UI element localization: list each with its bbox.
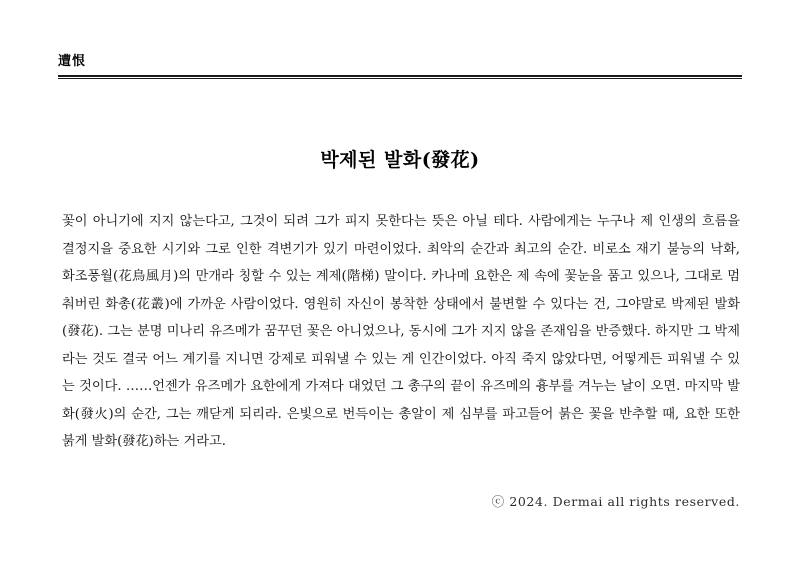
- body-paragraph: 꽃이 아니기에 지지 않는다고, 그것이 되려 그가 피지 못한다는 뜻은 아닐 테다. 사람에게는 누구나 제 인생의 흐름을 결정지을 중요한 시기와 그로 인한 격변기가 있기 마련이었다. 최악의 순간과 최고의 순간. 비로소 재기 불능의 낙화, 화조풍월(花鳥風月)의 만개라 칭할 수 있는 계제(階梯) 말이다. 카나메 요한은 제 속에 꽃눈을 품고 있으나, 그대로 멈춰버린 화총(花叢)에 가까운 사람이었다. 영원히 자신이 봉착한 상태에서 불변할 수 있다는 건, 그야말로 박제된 발화(發花). 그는 분명 미나리 유즈메가 꿈꾸던 꽃은 아니었으나, 동시에 그가 지지 않을 존재임을 반증했다. 하지만 그 박제라는 것도 결국 어느 계기를 지니면 강제로 피워낼 수 있는 게 인간이었다. 아직 죽지 않았다면, 어떻게든 피워낼 수 있는 것이다. ……언젠가 유즈메가 요한에게 가져다 대었던 그 총구의 끝이 유즈메의 흉부를 겨누는 날이 오면. 마지막 발화(發火)의 순간, 그는 깨닫게 되리라. 은빛으로 번득이는 총알이 제 심부를 파고들어 붉은 꽃을 반추할 때, 요한 또한 붉게 발화(發花)하는 거라고.: [62, 214, 740, 449]
- header-divider: [58, 75, 742, 79]
- page-title: 박제된 발화(發花): [320, 149, 480, 171]
- copyright-notice: ⓒ 2024. Dermai all rights reserved.: [491, 494, 740, 509]
- page-header: [58, 50, 742, 79]
- header-title: 遭恨: [58, 54, 87, 69]
